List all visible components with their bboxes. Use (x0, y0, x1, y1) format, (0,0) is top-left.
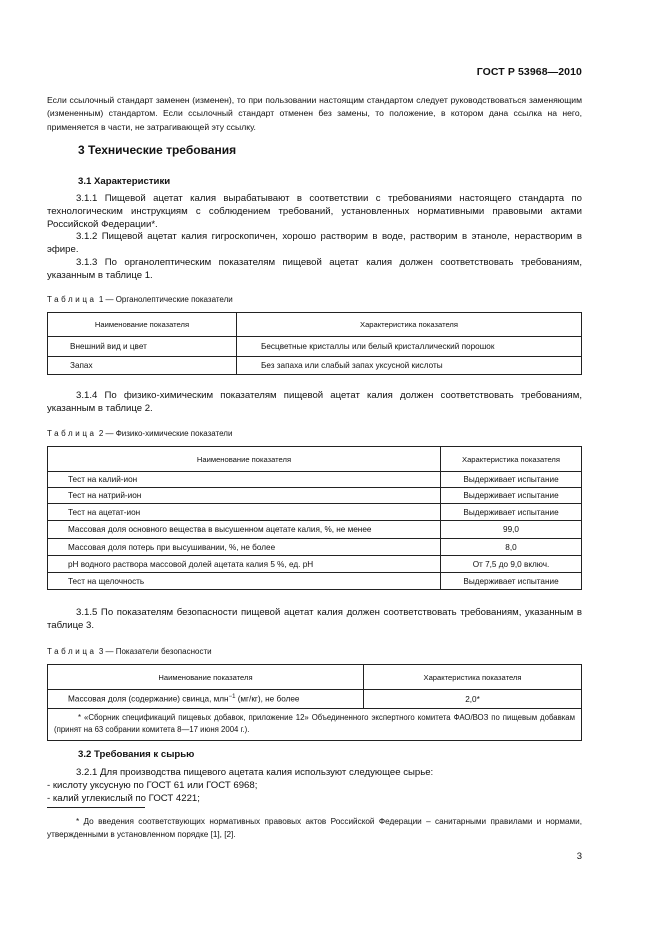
table-row (48, 573, 582, 590)
table-1-caption-word: Таблица (47, 295, 97, 304)
intro-paragraph: Если ссылочный стандарт заменен (изменен), то при пользовании настоящим стандартом следует руководствоваться заменяющим (измененным) стандартом. Если ссылочный стандарт отменен без замены, то положение, в котором дана ссылка на него, применяется в части, не затрагивающей эту ссылку. (47, 95, 582, 132)
table-cell: Тест на натрий-ион (48, 488, 441, 504)
lead-mass-fraction-unit: (мг/кг), не более (235, 694, 300, 704)
standard-code: ГОСТ Р 53968—2010 (476, 66, 582, 78)
table-cell: Тест на ацетат-ион (48, 504, 441, 521)
table-cell (48, 690, 364, 709)
table-header-row (48, 665, 582, 690)
table-cell: Тест на щелочность (48, 573, 441, 590)
table-3-caption (47, 647, 212, 656)
table-row (48, 690, 582, 709)
table-2-caption-title: 2 — Физико-химические показатели (98, 429, 233, 438)
table-footnote: * «Сборник спецификаций пищевых добавок, приложение 12» Объединенного экспертного комитета ФАО/ВОЗ по пищевым добавкам (принят на 63 собрании комитета 8—17 июня 2004 г.). (48, 709, 582, 741)
table-row (48, 539, 582, 556)
table-cell: Запах (48, 357, 237, 375)
footnote-divider (47, 807, 145, 808)
table-row (48, 504, 582, 521)
table-cell: pH водного раствора массовой долей ацетата калия 5 %, ед. pH (48, 556, 441, 573)
table-cell: 2,0* (364, 690, 582, 709)
table-2-caption-word: Таблица (47, 429, 97, 438)
paragraph-3-1-4: 3.1.4 По физико-химическим показателям пищевой ацетат калия должен соответствовать требованиям, указанным в таблице 2. (47, 390, 582, 415)
table-cell: Массовая доля основного вещества в высушенном ацетате калия, %, не менее (48, 521, 441, 539)
table-row (48, 357, 582, 375)
lead-mass-fraction-label: Массовая доля (содержание) свинца, млн (68, 694, 229, 704)
table-2-caption (47, 429, 232, 438)
table-1-caption-title: 1 — Органолептические показатели (98, 295, 233, 304)
table-cell: Без запаха или слабый запах уксусной кислоты (237, 357, 582, 375)
table-organoleptic (47, 312, 582, 375)
table-row (48, 521, 582, 539)
table-cell: Выдерживает испытание (441, 573, 582, 590)
list-item: - калий углекислый по ГОСТ 4221; (47, 793, 200, 804)
paragraph-3-2-1: 3.2.1 Для производства пищевого ацетата калия используют следующее сырье: (76, 767, 434, 778)
table-cell: 8,0 (441, 539, 582, 556)
table-3-caption-title: 3 — Показатели безопасности (98, 647, 212, 656)
table-header-cell: Наименование показателя (48, 313, 237, 337)
paragraph-3-1-2: 3.1.2 Пищевой ацетат калия гигроскопичен, хорошо растворим в воде, растворим в этаноле, нерастворим в эфире. (47, 231, 582, 256)
list-item: - кислоту уксусную по ГОСТ 61 или ГОСТ 6968; (47, 780, 258, 791)
table-row (48, 337, 582, 357)
paragraph-3-1-5: 3.1.5 По показателям безопасности пищевой ацетат калия должен соответствовать требованиям, указанным в таблице 3. (47, 607, 582, 632)
table-row (48, 488, 582, 504)
paragraph-3-1-1: 3.1.1 Пищевой ацетат калия вырабатывают в соответствии с требованиями настоящего стандарта по технологическим инструкциям с соблюдением требований, установленных нормативными правовыми актами Российской Федерации*. (47, 193, 582, 231)
table-header-cell: Наименование показателя (48, 447, 441, 472)
table-cell: Выдерживает испытание (441, 488, 582, 504)
table-header-row (48, 447, 582, 472)
table-cell: Бесцветные кристаллы или белый кристаллический порошок (237, 337, 582, 357)
table-header-row (48, 313, 582, 337)
page-footnote: * До введения соответствующих нормативных правовых актов Российской Федерации – санитарными правилами и нормами, утвержденными в установленном порядке [1], [2]. (47, 817, 582, 839)
table-cell: 99,0 (441, 521, 582, 539)
table-header-cell: Характеристика показателя (441, 447, 582, 472)
table-cell: От 7,5 до 9,0 включ. (441, 556, 582, 573)
table-cell: Выдерживает испытание (441, 472, 582, 488)
table-header-cell: Наименование показателя (48, 665, 364, 690)
table-cell: Выдерживает испытание (441, 504, 582, 521)
table-row (48, 472, 582, 488)
table-footnote-row (48, 709, 582, 741)
table-physico-chemical (47, 446, 582, 590)
table-cell: Тест на калий-ион (48, 472, 441, 488)
table-safety (47, 664, 582, 741)
table-1-caption (47, 295, 233, 304)
paragraph-3-1-3: 3.1.3 По органолептическим показателям пищевой ацетат калия должен соответствовать требованиям, указанным в таблице 1. (47, 257, 582, 282)
table-3-caption-word: Таблица (47, 647, 97, 656)
unit-exponent: −1 (228, 694, 236, 701)
table-header-cell: Характеристика показателя (237, 313, 582, 337)
table-cell: Массовая доля потерь при высушивании, %, не более (48, 539, 441, 556)
table-cell: Внешний вид и цвет (48, 337, 237, 357)
section-3-2-title: 3.2 Требования к сырью (78, 749, 195, 760)
section-3-title: 3 Технические требования (78, 143, 237, 157)
section-3-1-title: 3.1 Характеристики (78, 176, 171, 187)
table-header-cell: Характеристика показателя (364, 665, 582, 690)
page-number: 3 (576, 851, 582, 862)
table-row (48, 556, 582, 573)
